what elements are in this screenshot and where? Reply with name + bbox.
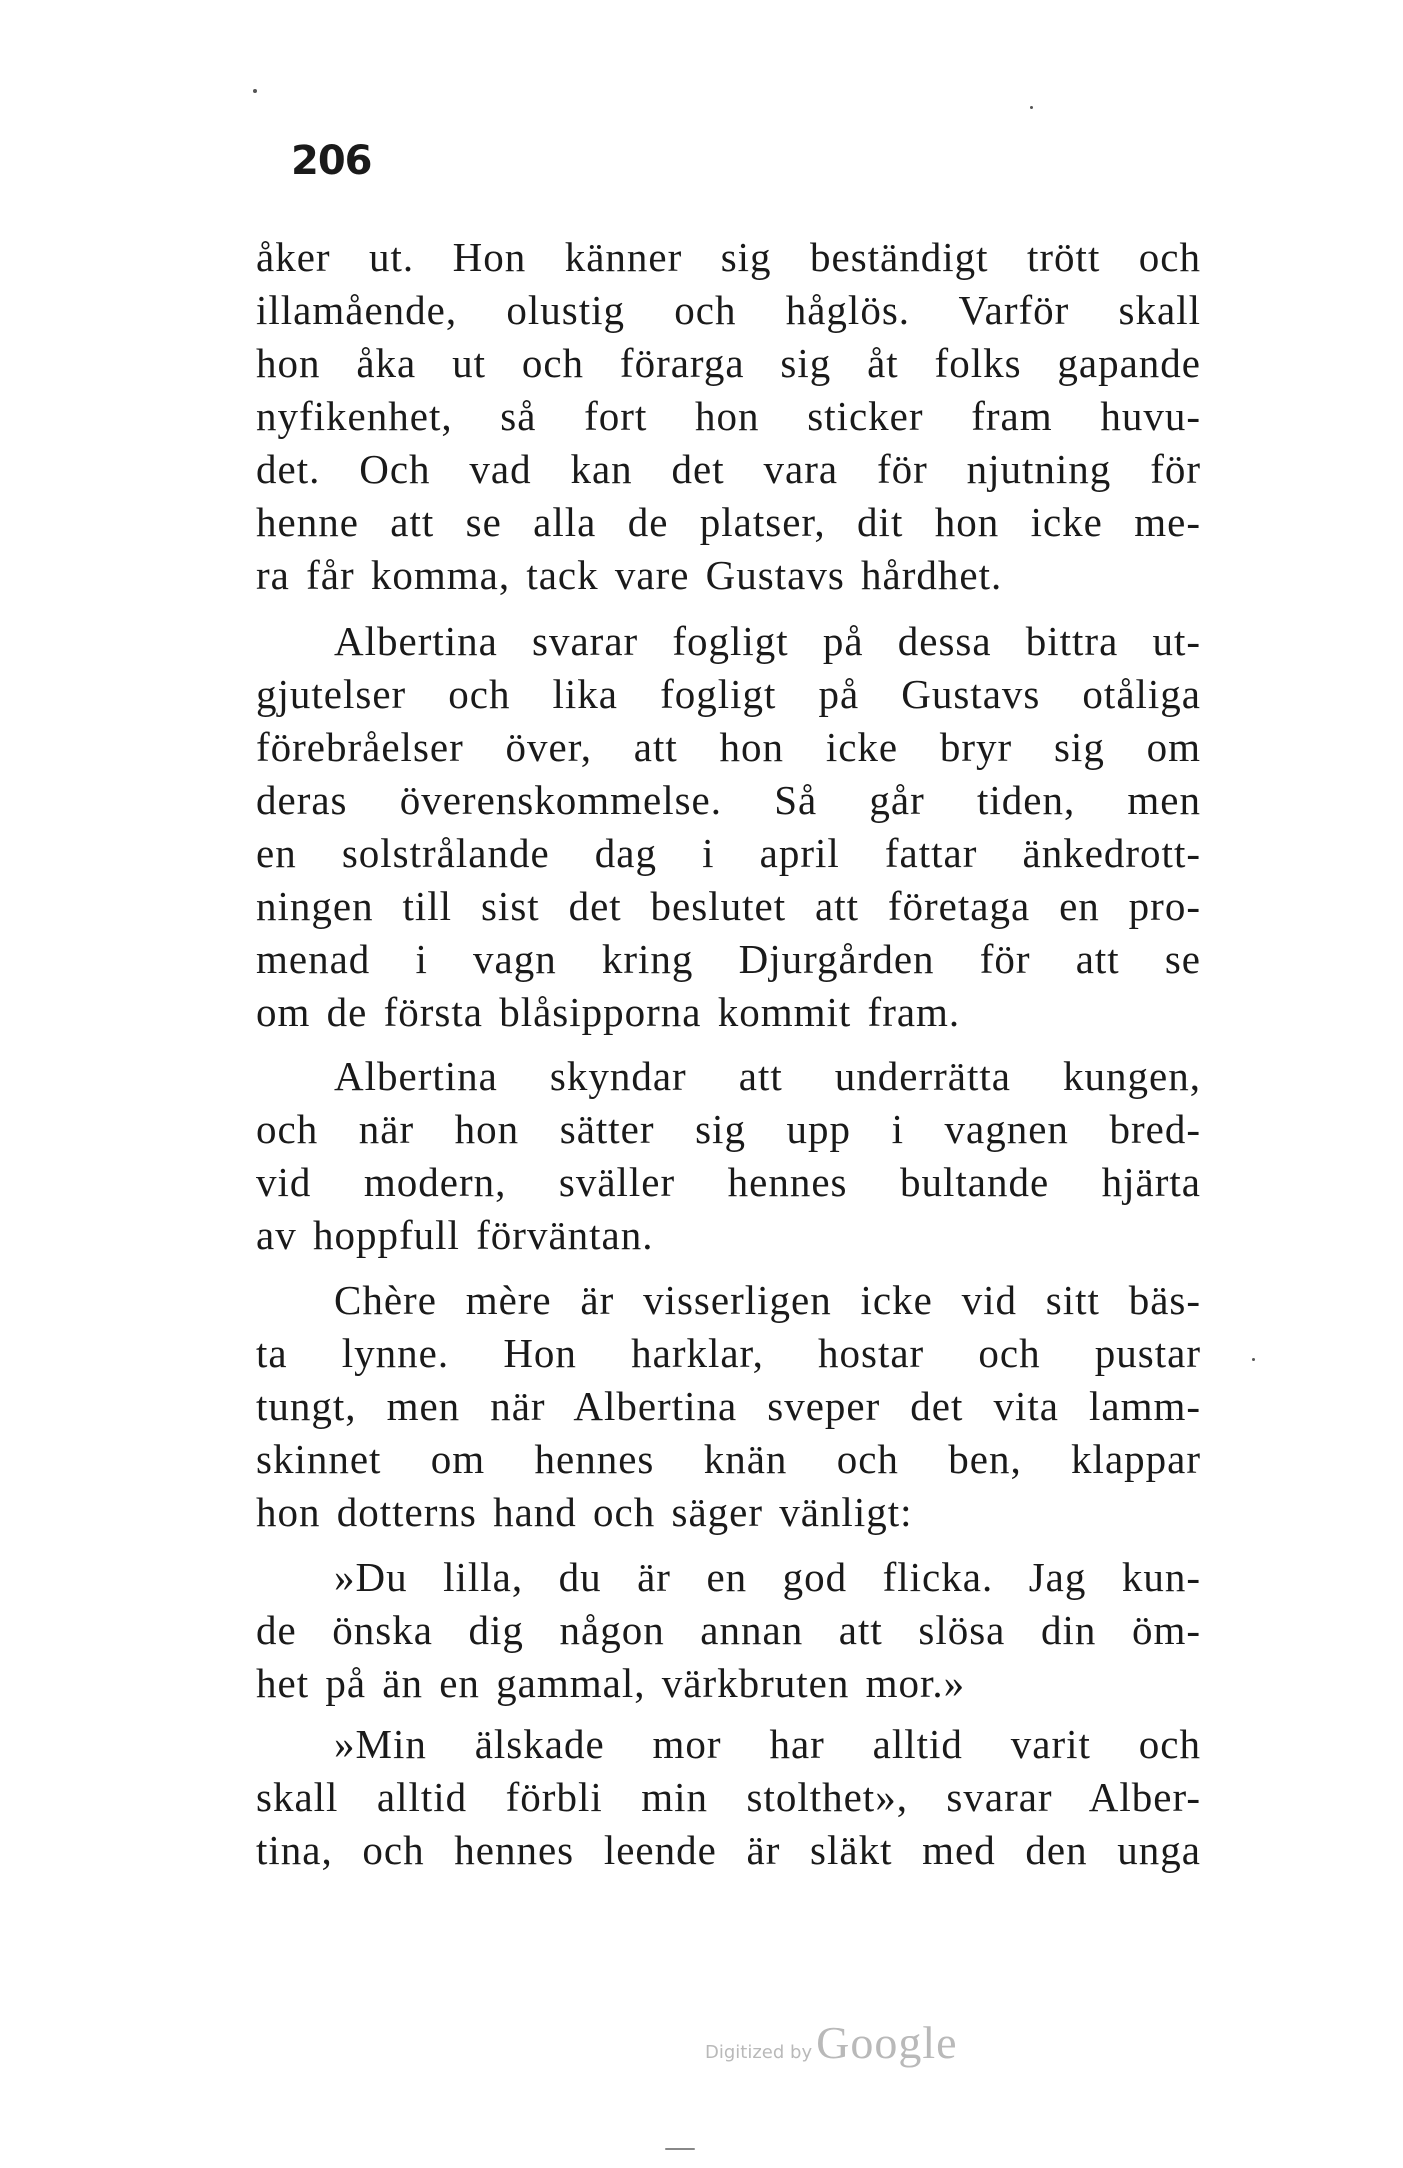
text-line: av hoppfull förväntan.: [256, 1212, 654, 1258]
text-line: Chère mère är visserligen icke vid sitt bäs-: [334, 1277, 1201, 1323]
text-line: skall alltid förbli min stolthet», svarar Alber-: [256, 1774, 1201, 1820]
text-line: ra får komma, tack vare Gustavs hårdhet.: [256, 552, 1003, 598]
text-line: Albertina skyndar att underrätta kungen,: [334, 1053, 1201, 1099]
text-line: vid modern, sväller hennes bultande hjärta: [256, 1159, 1201, 1205]
paragraph: [256, 1718, 1201, 1877]
paragraph: [256, 1050, 1201, 1262]
text-line: ningen till sist det beslutet att företaga en pro-: [256, 883, 1201, 929]
text-line: skinnet om hennes knän och ben, klappar: [256, 1436, 1201, 1482]
text-line: Albertina svarar fogligt på dessa bittra ut-: [334, 618, 1201, 664]
paragraph: [256, 1551, 1201, 1710]
google-logo: Google: [816, 2017, 958, 2068]
text-line: tina, och hennes leende är släkt med den unga: [256, 1827, 1201, 1873]
scan-speck: [253, 89, 257, 93]
scan-speck: [1030, 106, 1033, 109]
text-line: de önska dig någon annan att slösa din öm-: [256, 1607, 1201, 1653]
text-line: gjutelser och lika fogligt på Gustavs otåliga: [256, 671, 1201, 717]
text-line: och när hon sätter sig upp i vagnen bred-: [256, 1106, 1201, 1152]
text-line: »Du lilla, du är en god flicka. Jag kun-: [334, 1554, 1201, 1600]
text-line: nyfikenhet, så fort hon sticker fram huvu-: [256, 393, 1201, 439]
text-line: ta lynne. Hon harklar, hostar och pustar: [256, 1330, 1201, 1376]
text-line: henne att se alla de platser, dit hon icke me-: [256, 499, 1201, 545]
digitized-by-label: Digitized by: [705, 2042, 813, 2063]
text-line: »Min älskade mor har alltid varit och: [334, 1721, 1201, 1767]
text-line: het på än en gammal, värkbruten mor.»: [256, 1660, 966, 1706]
paragraph: [256, 615, 1201, 1039]
text-line: menad i vagn kring Djurgården för att se: [256, 936, 1201, 982]
text-line: åker ut. Hon känner sig beständigt trött och: [256, 234, 1201, 280]
page-number: 206: [291, 138, 372, 184]
scan-speck: [665, 2148, 695, 2150]
scan-speck: [1252, 1358, 1255, 1361]
text-line: en solstrålande dag i april fattar änkedrott-: [256, 830, 1201, 876]
text-line: deras överenskommelse. Så går tiden, men: [256, 777, 1201, 823]
text-line: hon åka ut och förarga sig åt folks gapande: [256, 340, 1201, 386]
text-line: om de första blåsipporna kommit fram.: [256, 989, 961, 1035]
text-line: det. Och vad kan det vara för njutning för: [256, 446, 1201, 492]
paragraph: [256, 1274, 1201, 1539]
text-line: hon dotterns hand och säger vänligt:: [256, 1489, 913, 1535]
paragraph: [256, 231, 1201, 602]
digitized-watermark: [705, 2016, 958, 2069]
text-line: förebråelser över, att hon icke bryr sig om: [256, 724, 1201, 770]
text-line: illamående, olustig och håglös. Varför skall: [256, 287, 1201, 333]
text-line: tungt, men när Albertina sveper det vita lamm-: [256, 1383, 1201, 1429]
